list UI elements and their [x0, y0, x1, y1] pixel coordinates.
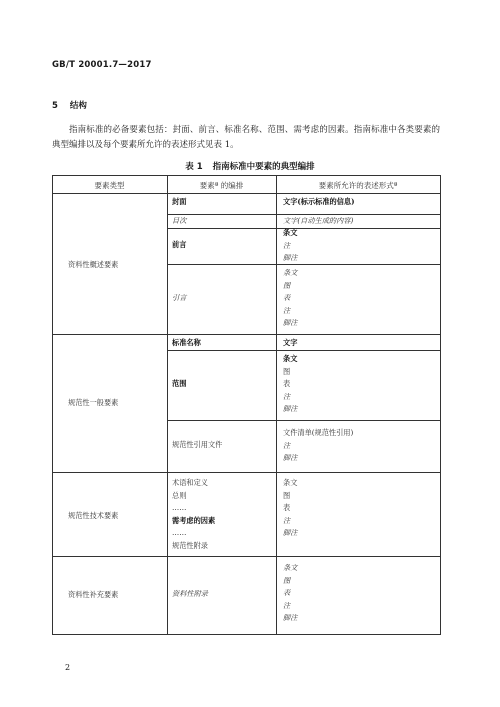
forms-list	[283, 227, 297, 265]
table-caption	[0, 160, 500, 172]
section-title: 结构	[69, 101, 87, 111]
element-name: 引言	[172, 293, 187, 302]
table-header-rule	[52, 193, 441, 194]
table-right-border	[440, 175, 441, 635]
form-text: 脚注	[283, 613, 298, 622]
forms-list	[283, 267, 297, 330]
form-text: 文字	[283, 338, 298, 347]
form-text: 图	[283, 490, 291, 500]
form-text: 条文	[283, 228, 298, 237]
element-list	[172, 477, 215, 552]
table-header-type: 要素类型	[94, 181, 125, 190]
form-text: 表	[283, 503, 291, 512]
element-name: 前言	[172, 240, 187, 249]
element-name: 术语和定义	[172, 478, 208, 487]
standard-id: GB/T 20001.7—2017	[52, 60, 152, 70]
form-text: 注	[283, 600, 291, 610]
table-group-rule	[52, 334, 441, 335]
table-group-rule	[52, 472, 441, 473]
element-name: ……	[172, 528, 187, 537]
element-name: ……	[172, 503, 187, 512]
form-text: 注	[283, 515, 291, 525]
form-text: 图	[283, 366, 291, 376]
category-label: 规范性一般要素	[68, 398, 119, 407]
form-text: 图	[283, 280, 291, 290]
form-text: 文字(自动生成的内容)	[283, 216, 354, 225]
table-row	[283, 196, 355, 209]
table-row	[172, 378, 186, 391]
forms-list	[283, 477, 297, 540]
form-text: 表	[283, 379, 291, 388]
section-heading	[52, 99, 87, 111]
table-row	[172, 292, 186, 305]
element-name: 封面	[172, 197, 187, 206]
table-header-arrangement: 要素ª 的编排	[199, 181, 244, 190]
element-name: 标准名称	[172, 338, 201, 347]
form-text: 脚注	[283, 253, 298, 262]
element-name: 目次	[172, 216, 187, 225]
form-text: 图	[283, 575, 291, 585]
element-name: 范围	[172, 379, 187, 388]
table-row	[283, 337, 297, 350]
table-row	[172, 196, 186, 209]
form-text: 文字(标示标准的信息)	[283, 197, 355, 206]
section-number: 5	[52, 101, 58, 111]
form-text: 脚注	[283, 528, 298, 537]
form-text: 脚注	[283, 318, 298, 327]
form-text: 条文	[283, 354, 298, 363]
table-caption-title: 指南标准中要素的典型编排	[212, 162, 315, 172]
form-text: 注	[283, 240, 291, 250]
forms-list	[283, 353, 297, 416]
category-label: 资料性补充要素	[68, 590, 119, 599]
table-top-rule	[52, 175, 441, 176]
table-row	[172, 239, 186, 252]
table-row-rule	[167, 350, 441, 351]
forms-list	[283, 427, 353, 465]
table-header-forms: 要素所允许的表述形式ª	[318, 181, 398, 190]
table-bottom-rule	[52, 634, 441, 635]
page-number: 2	[65, 663, 71, 672]
table-row	[172, 337, 201, 350]
table-group-rule	[52, 556, 441, 557]
form-text: 表	[283, 588, 291, 597]
element-name: 规范性引用文件	[172, 440, 223, 449]
form-text: 注	[283, 391, 291, 401]
table-row-rule	[167, 228, 441, 229]
table-col-divider	[276, 175, 277, 635]
element-name: 总则	[172, 490, 187, 500]
element-name: 需考虑的因素	[172, 515, 216, 525]
table-left-border	[52, 175, 53, 635]
form-text: 脚注	[283, 404, 298, 413]
table-row-rule	[167, 264, 441, 265]
form-text: 注	[283, 305, 291, 315]
form-text: 条文	[283, 478, 298, 487]
category-label: 规范性技术要素	[68, 511, 119, 520]
table-row	[172, 439, 222, 452]
form-text: 注	[283, 440, 291, 450]
body-paragraph: 指南标准的必备要素包括：封面、前言、标准名称、范围、需考虑的因素。指南标准中各类要素的典型编排以及每个要素所允许的表述形式见表 1。	[52, 125, 440, 150]
form-text: 脚注	[283, 453, 298, 462]
category-label: 资料性概述要素	[68, 260, 119, 269]
table-row-rule	[167, 420, 441, 421]
table-col-divider	[167, 175, 168, 635]
form-text: 表	[283, 293, 291, 302]
table-caption-number: 表 1	[185, 162, 203, 172]
element-name: 规范性附录	[172, 540, 208, 550]
element-name: 资料性附录	[172, 589, 208, 598]
table-row	[172, 215, 186, 228]
form-text: 条文	[283, 563, 298, 572]
form-text: 文件清单(规范性引用)	[283, 428, 354, 437]
table-row	[283, 215, 353, 228]
table-row	[172, 588, 208, 601]
forms-list	[283, 562, 297, 625]
form-text: 条文	[283, 268, 298, 277]
